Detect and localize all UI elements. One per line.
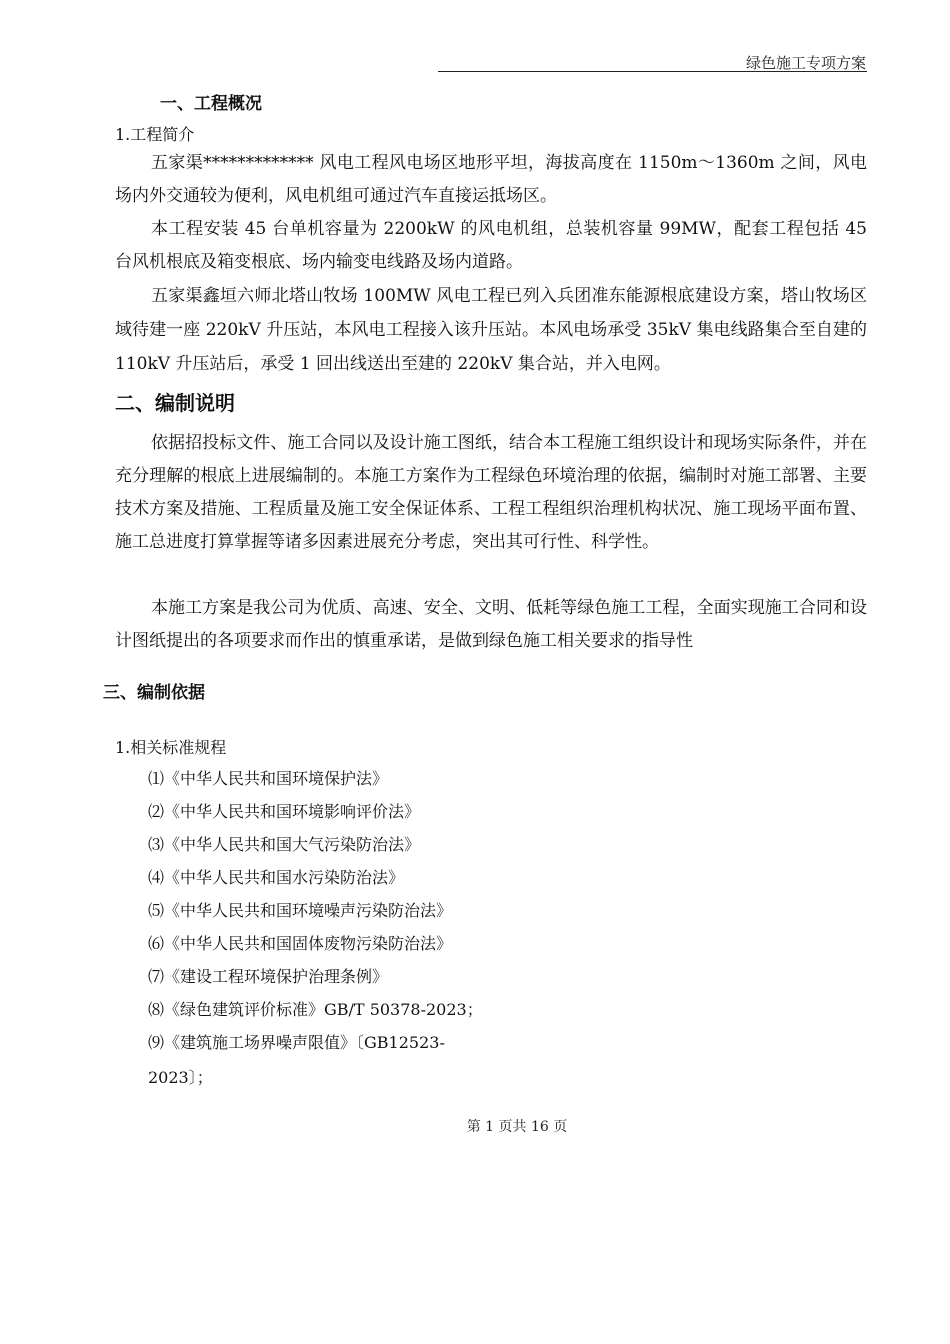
section-heading-compilation-basis: 三、编制依据 [103,683,205,703]
list-item: ⑺《建设工程环境保护治理条例》 [148,967,389,986]
list-item: ⑸《中华人民共和国环境噪声污染防治法》 [148,901,453,920]
page-number: 第 1 页共 16 页 [466,1119,568,1135]
paragraph-installation-scope: 本工程安装 45 台单机容量为 2200kW 的风电机组，总装机容量 99MW，配套工程包括 45 台风机根底及箱变根底、场内输变电线路及场内道路。 [115,219,867,272]
list-item: ⑻《绿色建筑评价标准》GB/T 50378-2023； [148,1000,483,1019]
paragraph-site-terrain: 五家渠************* 风电工程风电场区地形平坦，海拔高度在 1150m～1360m 之间，风电场内外交通较为便利，风电机组可通过汽车直接运抵场区。 [115,153,867,206]
header-rule [438,71,867,72]
paragraph-grid-connection: 五家渠鑫垣六师北塔山牧场 100MW 风电工程已列入兵团准东能源根底建设方案，塔山牧场区域待建一座 220kV 升压站，本风电工程接入该升压站。本风电场承受 35kV 集电线路集合至自建的 110kV 升压站后，承受 1 回出线送出至建的 220kV 集合站，并入电网。 [115,286,867,374]
section-heading-overview: 一、工程概况 [160,94,262,114]
paragraph-company-commitment: 本施工方案是我公司为优质、高速、安全、文明、低耗等绿色施工工程，全面实现施工合同和设计图纸提出的各项要求而作出的慎重承诺，是做到绿色施工相关要求的指导性 [115,598,867,651]
standards-list [148,762,483,1059]
list-item: ⑶《中华人民共和国大气污染防治法》 [148,835,421,854]
running-header-title: 绿色施工专项方案 [745,54,866,72]
list-item: ⑴《中华人民共和国环境保护法》 [148,769,389,788]
list-item-continuation: 2023〕； [148,1068,213,1087]
subheading-project-intro: 1.工程简介 [115,125,195,144]
list-item: ⑼《建筑施工场界噪声限值》〔GB12523- [148,1033,445,1052]
paragraph-compilation-basis: 依据招投标文件、施工合同以及设计施工图纸，结合本工程施工组织设计和现场实际条件，并在充分理解的根底上进展编制的。本施工方案作为工程绿色环境治理的依据，编制时对施工部署、主要技术方案及措施、工程质量及施工安全保证体系、工程工程组织治理机构状况、施工现场平面布置、施工总进度打算掌握等诸多因素进展充分考虑，突出其可行性、科学性。 [115,433,867,552]
subheading-standards: 1.相关标准规程 [115,738,227,757]
list-item: ⑷《中华人民共和国水污染防治法》 [148,868,405,887]
list-item: ⑵《中华人民共和国环境影响评价法》 [148,802,421,821]
section-heading-compilation-notes: 二、编制说明 [115,391,235,415]
list-item: ⑹《中华人民共和国固体废物污染防治法》 [148,934,453,953]
